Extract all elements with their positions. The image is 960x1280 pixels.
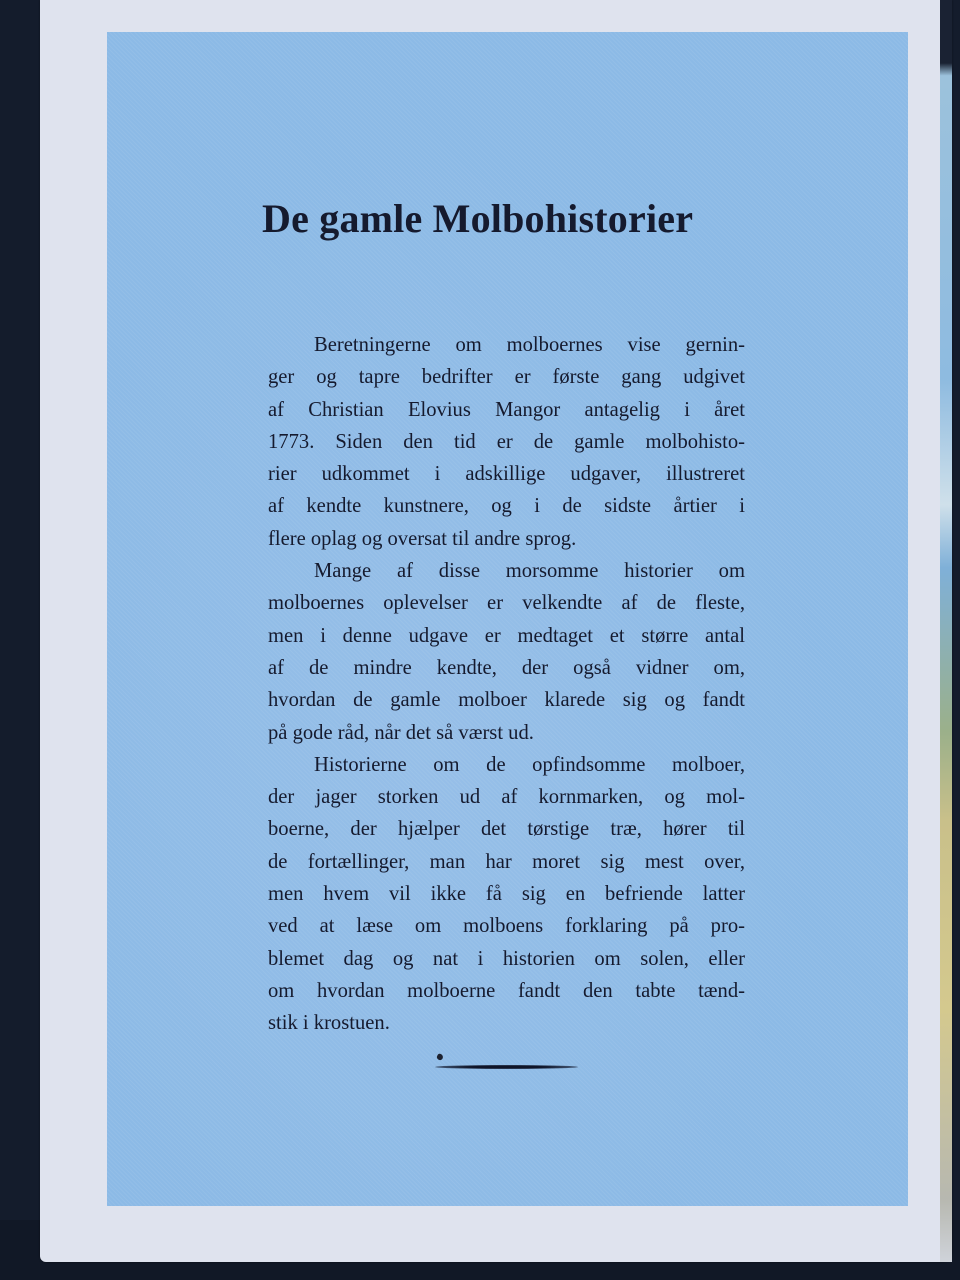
blurb-text <box>268 329 745 1040</box>
text-line: Historierne om de opfindsomme molboer, <box>314 753 745 776</box>
text-line: men hvem vil ikke få sig en befriende latter <box>268 883 745 906</box>
decorative-rule <box>435 1065 578 1069</box>
text-line: de fortællinger, man har moret sig mest over, <box>268 850 745 873</box>
text-line: rier udkommet i adskillige udgaver, illustreret <box>268 463 745 486</box>
text-line: Mange af disse morsomme historier om <box>314 560 745 583</box>
text-line: stik i krostuen. <box>268 1012 390 1035</box>
text-line: flere oplag og oversat til andre sprog. <box>268 527 577 550</box>
book-title: De gamle Molbohistorier <box>262 196 694 241</box>
text-line: molboernes oplevelser er velkendte af de fleste, <box>268 592 745 615</box>
text-line: ger og tapre bedrifter er første gang udgivet <box>268 366 745 389</box>
text-line: 1773. Siden den tid er de gamle molbohisto- <box>268 430 745 453</box>
text-line: af de mindre kendte, der også vidner om, <box>268 656 745 679</box>
text-line: men i denne udgave er medtaget et større antal <box>268 624 745 647</box>
text-line: hvordan de gamle molboer klarede sig og fandt <box>268 689 745 712</box>
text-line: om hvordan molboerne fandt den tabte tænd- <box>268 979 745 1002</box>
cover-edge-artwork <box>940 0 952 1262</box>
text-line: på gode råd, når det så værst ud. <box>268 721 534 744</box>
text-line: blemet dag og nat i historien om solen, eller <box>268 947 745 970</box>
text-line: af kendte kunstnere, og i de sidste årtier i <box>268 495 745 518</box>
text-line: af Christian Elovius Mangor antagelig i året <box>268 398 745 421</box>
text-line: ved at læse om molboens forklaring på pro- <box>268 915 745 938</box>
text-line: der jager storken ud af kornmarken, og mol- <box>268 786 745 809</box>
text-line: Beretningerne om molboernes vise gernin- <box>314 334 745 356</box>
text-line: boerne, der hjælper det tørstige træ, hører til <box>268 818 745 841</box>
